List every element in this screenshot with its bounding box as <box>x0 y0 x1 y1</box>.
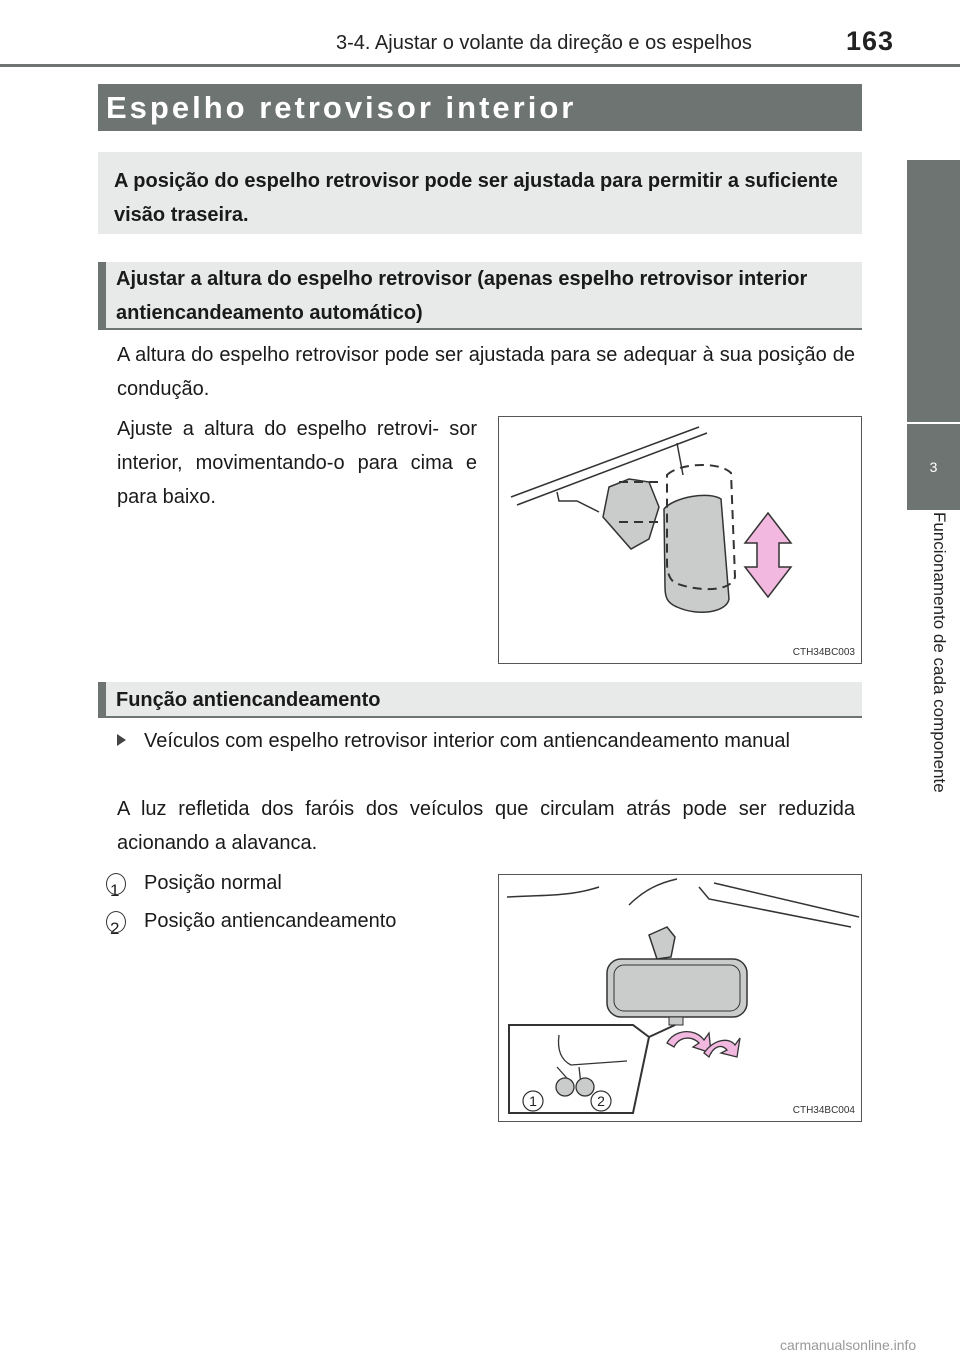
figure-callout-1: 1 <box>529 1093 537 1109</box>
triangle-bullet-icon <box>117 734 126 746</box>
section-heading-height: Ajustar a altura do espelho retrovisor (apenas espelho retrovisor interior antiencandeamento automático) <box>98 262 862 330</box>
chapter-title: 3-4. Ajustar o volante da direção e os espelhos <box>336 32 752 54</box>
section-heading-antiglare: Função antiencandeamento <box>98 682 862 718</box>
figure-code: CTH34BC004 <box>792 1105 855 1116</box>
side-tab-bar <box>907 160 960 422</box>
figure-callout-2: 2 <box>597 1093 605 1109</box>
antiglare-paragraph: A luz refletida dos faróis dos veículos que circulam atrás pode ser reduzida acionando a alavanca. <box>117 798 855 854</box>
page-number: 163 <box>846 26 895 56</box>
figure-mirror-height <box>498 416 862 664</box>
antiglare-illustration <box>499 875 861 1121</box>
page-title-banner <box>98 84 862 131</box>
watermark: carmanualsonline.info <box>780 1337 917 1353</box>
page-title: Espelho retrovisor interior <box>106 90 577 125</box>
intro-box <box>98 152 862 234</box>
side-tab-label: Funcionamento de cada componente <box>930 512 949 793</box>
callout-number: 1 <box>110 874 119 908</box>
height-paragraph-1: A altura do espelho retrovisor pode ser ajustada para se adequar à sua posição de condução. <box>117 344 855 400</box>
side-tab-chapter-number: 3 <box>907 424 960 510</box>
mirror-height-illustration <box>499 417 861 663</box>
figure-code: CTH34BC003 <box>792 647 855 658</box>
intro-text: A posição do espelho retrovisor pode ser ajustada para permitir a suficiente visão traseira. <box>114 170 838 226</box>
height-paragraph-2: Ajuste a altura do espelho retrovi- sor interior, movimentando-o para cima e para baixo. <box>117 418 477 508</box>
figure-antiglare-lever <box>498 874 862 1122</box>
header-rule <box>0 64 960 67</box>
callout-number: 2 <box>110 912 119 946</box>
